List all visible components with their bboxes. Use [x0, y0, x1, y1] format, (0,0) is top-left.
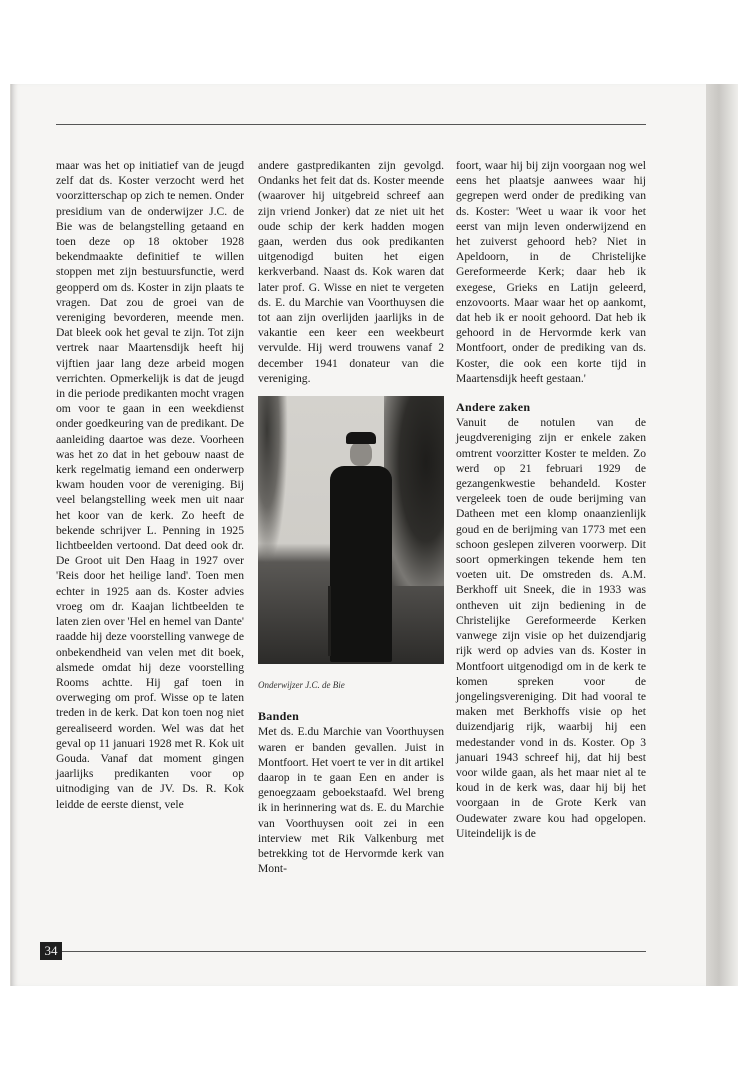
photo-tree-left — [258, 396, 288, 566]
column-1-paragraph: maar was het op initiatief van de jeugd zelf dat ds. Koster verzocht werd het voorzitterschap op zich te nemen. Onder presidium van de onderwijzer J.C. de Bie was de belangstelling getaand en toen deze op 18 oktober 1928 bekendmaakte definitief te willen stoppen met zijn bestuursfunctie, werd geopperd om ds. Koster in zijn plaats te vragen. Dat zou de groei van de vereniging bevorderen, meende men. Dat bleek ook het geval te zijn. Tot zijn vertrek naar Maartensdijk heeft hij vijftien jaar lang deze arbeid mogen verrichten. Opmerkelijk is dat de jeugd in die periode predikanten mocht vragen om voor te gaan in een weekdienst onder goedkeuring van de predikant. De aanleiding daartoe was deze. Voorheen was het zo dat in het gebouw naast de kerk regelmatig iemand een onderwerp kwam houden voor de vereniging. Bij veel belangstelling week men uit naar het koor van de kerk. Zo heeft de bekende schrijver L. Penning in 1925 lichtbeelden vertoond. Dat deed ook dr. De Groot uit Den Haag in 1927 over 'Reis door het heilige land'. Toen men echter in 1925 aan ds. Koster advies vroeg om dr. Kaajan lichtbeelden te laten zien over 'Hel en hemel van Dante' raadde hij deze voorstelling vanwege de onbekendheid van velen met dit boek, alsmede omdat hij deze voorstelling Rooms achtte. Hij gaf toen in overweging om prof. Wisse op te laten treden in de kerk. Dat kon toen nog niet gerealiseerd worden. Wel was dat het geval op 11 januari 1928 met R. Kok uit Gouda. Vanaf dat moment gingen jaarlijks predikanten voor op uitnodiging van de JV. Ds. R. Kok leidde de eerste dienst, vele — [56, 159, 245, 811]
photo-tree-right — [384, 396, 444, 586]
footer-rule — [62, 951, 646, 952]
portrait-photo — [258, 396, 444, 664]
text-column-1 — [56, 158, 244, 812]
page-spine — [706, 84, 738, 986]
column-3-paragraph: foort, waar hij bij zijn voorgaan nog wel eens het plaatsje aanwees waar hij gegrepen werd onder de prediking van ds. Koster: 'Weet u waar ik voor het eerst van mijn leven onderwijzend en het zuiverst gehoord heb? Niet in Apeldoorn, in de Christelijke Gereformeerde Kerk; daar heb ik exegese, Grieks en Latijn geleerd, enzovoorts. Maar waar het op aankomt, dat heb ik er nooit gehoord. Dat heb ik gehoord in de Hervormde kerk van Montfoort, onder de prediking van ds. Koster, die ook een korte tijd in Maartensdijk heeft gestaan.' — [456, 159, 646, 385]
photo-figure-head — [350, 442, 372, 466]
text-column-3 — [456, 158, 646, 841]
photo-figure-hat — [346, 432, 376, 444]
photo-figure-cane — [328, 586, 331, 656]
section-heading-banden: Banden — [258, 709, 300, 724]
header-rule — [56, 124, 646, 125]
photo-caption: Onderwijzer J.C. de Bie — [258, 680, 345, 691]
section-heading-andere-zaken: Andere zaken — [456, 400, 531, 415]
column-2-paragraph: andere gastpredikanten zijn gevolgd. Ondanks het feit dat ds. Koster meende (waarover hij uitgebreid schreef aan zijn vriend Jonker) dat ze niet uit het oude schip der kerk hadden mogen gaan, werden dus ook predikanten uitgenodigd buiten het eigen kerkverband. Naast ds. Kok waren dat later prof. G. Wisse en niet te vergeten ds. E. du Marchie van Voorthuysen die tot aan zijn overlijden jaarlijks in de vakantie een keer een weekbeurt vervulde. Hij werd trouwens vanaf 2 december 1941 donateur van die vereniging. — [258, 159, 444, 385]
column-2-paragraph-2: Met ds. E.du Marchie van Voorthuysen waren er banden gevallen. Juist in Montfoort. Het voert te ver in dit artikel daarop in te gaan Een en ander is genoegzaam geboekstaafd. Wel breng ik in herinnering wat ds. E. du Marchie van Voorthuysen ooit zei in een interview met Rik Valkenburg met betrekking tot de Hervormde kerk van Mont- — [258, 725, 444, 876]
page-number: 34 — [40, 942, 62, 960]
text-column-2 — [258, 158, 444, 876]
column-3-paragraph-2: Vanuit de notulen van de jeugdvereniging zijn er enkele zaken omtrent voorzitter Koster te melden. Zo werd op 21 februari 1929 de gezangenkwestie behandeld. Koster vergeleek toen de oude berijming van Datheen met een klomp onaanzienlijk goud en de berijming van 1773 met een schoon geslepen zilveren voorwerp. Dit soort opmerkingen tekende hem ten voeten uit. De omstreden ds. A.M. Berkhoff uit Sneek, die in 1933 was ontheven uit zijn bediening in de Christelijke Gereformeerde Kerken vanwege zijn visie op het duizendjarig rijk werd op advies van ds. Koster in Montfoort uitgenodigd om in de kerk te komen spreken voor de jongelingsvereniging. Dit had vooral te maken met Berkhoffs visie op het duizendjarig rijk, waarbij hij een medestander vond in ds. Koster. Op 3 januari 1943 schreef hij, dat hij best voor wilde gaan, als het maar niet al te koud in de kerk was, daar hij bij het voorgaan in de Grote Kerk van Oudewater zware kou had opgelopen. Uiteindelijk is de — [456, 416, 646, 840]
photo-figure-body — [330, 466, 392, 662]
